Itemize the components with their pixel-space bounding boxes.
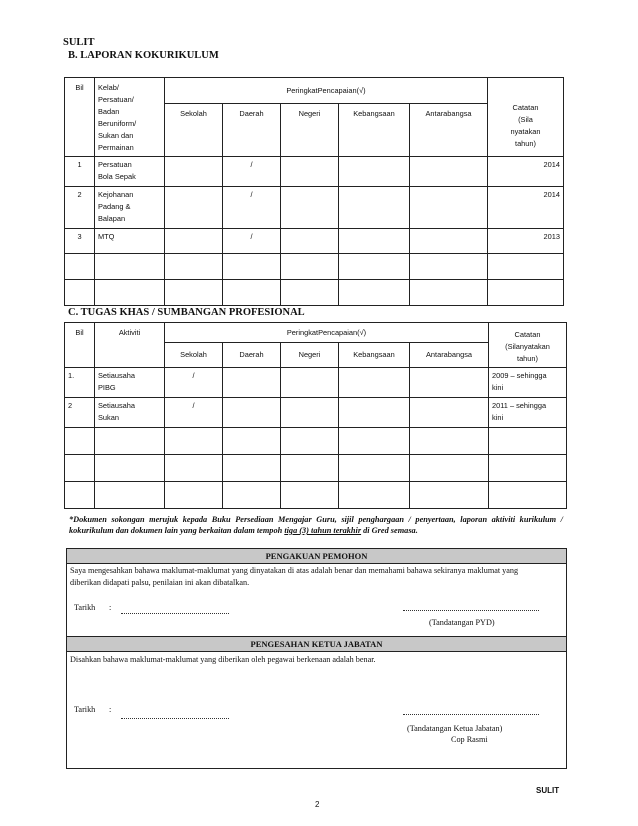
- level-daerah: Daerah: [223, 104, 281, 157]
- level-daerah: Daerah: [223, 343, 281, 368]
- tarikh-colon: :: [109, 705, 112, 714]
- row-bil: 2: [65, 398, 95, 428]
- col-kelab-header: Kelab/ Persatuan/ Badan Beruniform/ Sukan dan Permainan: [95, 78, 165, 157]
- row-bil: 1.: [65, 368, 95, 398]
- row-catatan: 2014: [488, 187, 564, 229]
- row-name: Kejohanan Padang & Balapan: [95, 187, 165, 229]
- row-catatan: 2014: [488, 157, 564, 187]
- cell-sekolah: [165, 157, 223, 187]
- cell-antarabangsa: [410, 187, 488, 229]
- cell-negeri: [281, 398, 339, 428]
- cell-antarabangsa: [410, 368, 489, 398]
- tarikh-line[interactable]: [121, 613, 229, 614]
- row-name: MTQ: [95, 229, 165, 254]
- table-row: [65, 368, 567, 398]
- tarikh-line[interactable]: [121, 718, 229, 719]
- pengesahan-title: PENGESAHAN KETUA JABATAN: [67, 637, 566, 652]
- empty-row: [65, 482, 567, 509]
- level-kebangsaan: Kebangsaan: [339, 343, 410, 368]
- cell-kebangsaan: [339, 368, 410, 398]
- cell-antarabangsa: [410, 398, 489, 428]
- col-catatan-header: Catatan (Sila nyatakan tahun): [488, 78, 564, 157]
- supporting-documents-note: *Dokumen sokongan merujuk kepada Buku Persediaan Mengajar Guru, sijil penghargaan / penyertaan, laporan aktiviti kurikulum / kokurikulum dan dokumen lain yang berkaitan dalam tempoh tiga (3) tahun terakhir di Gred semasa.: [69, 515, 563, 535]
- cell-kebangsaan: [339, 229, 410, 254]
- col-bil-header: Bil: [65, 78, 95, 157]
- signature-line[interactable]: [403, 714, 539, 715]
- cell-antarabangsa: [410, 157, 488, 187]
- section-b-title: B. LAPORAN KOKURIKULUM: [68, 50, 219, 61]
- section-c-title: C. TUGAS KHAS / SUMBANGAN PROFESIONAL: [68, 307, 305, 318]
- level-negeri: Negeri: [281, 104, 339, 157]
- tarikh-label: Tarikh: [74, 603, 96, 612]
- cell-sekolah: [165, 229, 223, 254]
- cell-kebangsaan: [339, 157, 410, 187]
- col-peringkat-header: PeringkatPencapaian(√): [165, 323, 489, 343]
- cell-sekolah: [165, 187, 223, 229]
- pengakuan-pemohon-box: [66, 548, 567, 637]
- cell-negeri: [281, 229, 339, 254]
- row-catatan: 2009 – sehingga kini: [489, 368, 567, 398]
- level-antarabangsa: Antarabangsa: [410, 343, 489, 368]
- tarikh-label: Tarikh: [74, 705, 96, 714]
- level-negeri: Negeri: [281, 343, 339, 368]
- row-bil: 3: [65, 229, 95, 254]
- cell-sekolah: /: [165, 398, 223, 428]
- signature-label: (Tandatangan Ketua Jabatan): [407, 724, 503, 733]
- cell-kebangsaan: [339, 398, 410, 428]
- row-name: Persatuan Bola Sepak: [95, 157, 165, 187]
- level-antarabangsa: Antarabangsa: [410, 104, 488, 157]
- pengakuan-text: Saya mengesahkan bahawa maklumat-maklumat yang dinyatakan di atas adalah benar dan memahami bahawa sekiranya maklumat yang diberikan didapati palsu, penilaian ini akan dibatalkan.: [70, 566, 519, 587]
- cell-daerah: /: [223, 157, 281, 187]
- pengesahan-text: Disahkan bahawa maklumat-maklumat yang diberikan oleh pegawai berkenaan adalah benar.: [70, 655, 376, 664]
- row-bil: 1: [65, 157, 95, 187]
- empty-row: [65, 280, 564, 306]
- classification-header: SULIT: [63, 37, 95, 48]
- table-row: [65, 229, 564, 254]
- empty-row: [65, 428, 567, 455]
- kokurikulum-table: [64, 77, 564, 306]
- level-kebangsaan: Kebangsaan: [339, 104, 410, 157]
- cell-daerah: [223, 398, 281, 428]
- row-catatan: 2011 – sehingga kini: [489, 398, 567, 428]
- cell-daerah: /: [223, 187, 281, 229]
- col-aktiviti-header: Aktiviti: [95, 323, 165, 368]
- table-row: [65, 398, 567, 428]
- table-row: [65, 187, 564, 229]
- empty-row: [65, 455, 567, 482]
- cop-rasmi-label: Cop Rasmi: [451, 735, 488, 744]
- level-sekolah: Sekolah: [165, 343, 223, 368]
- page-number: 2: [315, 800, 320, 809]
- cell-negeri: [281, 157, 339, 187]
- col-catatan-header: Catatan (Silanyatakan tahun): [489, 323, 567, 368]
- cell-daerah: [223, 368, 281, 398]
- cell-sekolah: /: [165, 368, 223, 398]
- row-name: Setiausaha PIBG: [95, 368, 165, 398]
- row-name: Setiausaha Sukan: [95, 398, 165, 428]
- pengesahan-ketua-box: [66, 636, 567, 769]
- col-bil-header: Bil: [65, 323, 95, 368]
- cell-kebangsaan: [339, 187, 410, 229]
- row-catatan: 2013: [488, 229, 564, 254]
- tarikh-colon: :: [109, 603, 112, 612]
- signature-line[interactable]: [403, 610, 539, 611]
- classification-footer: SULIT: [536, 786, 560, 795]
- cell-daerah: /: [223, 229, 281, 254]
- tugas-khas-table: [64, 322, 567, 509]
- row-bil: 2: [65, 187, 95, 229]
- cell-antarabangsa: [410, 229, 488, 254]
- col-peringkat-header: PeringkatPencapaian(√): [165, 78, 488, 104]
- table-row: [65, 157, 564, 187]
- level-sekolah: Sekolah: [165, 104, 223, 157]
- signature-label: (Tandatangan PYD): [429, 618, 495, 627]
- cell-negeri: [281, 187, 339, 229]
- pengakuan-title: PENGAKUAN PEMOHON: [67, 549, 566, 564]
- empty-row: [65, 254, 564, 280]
- cell-negeri: [281, 368, 339, 398]
